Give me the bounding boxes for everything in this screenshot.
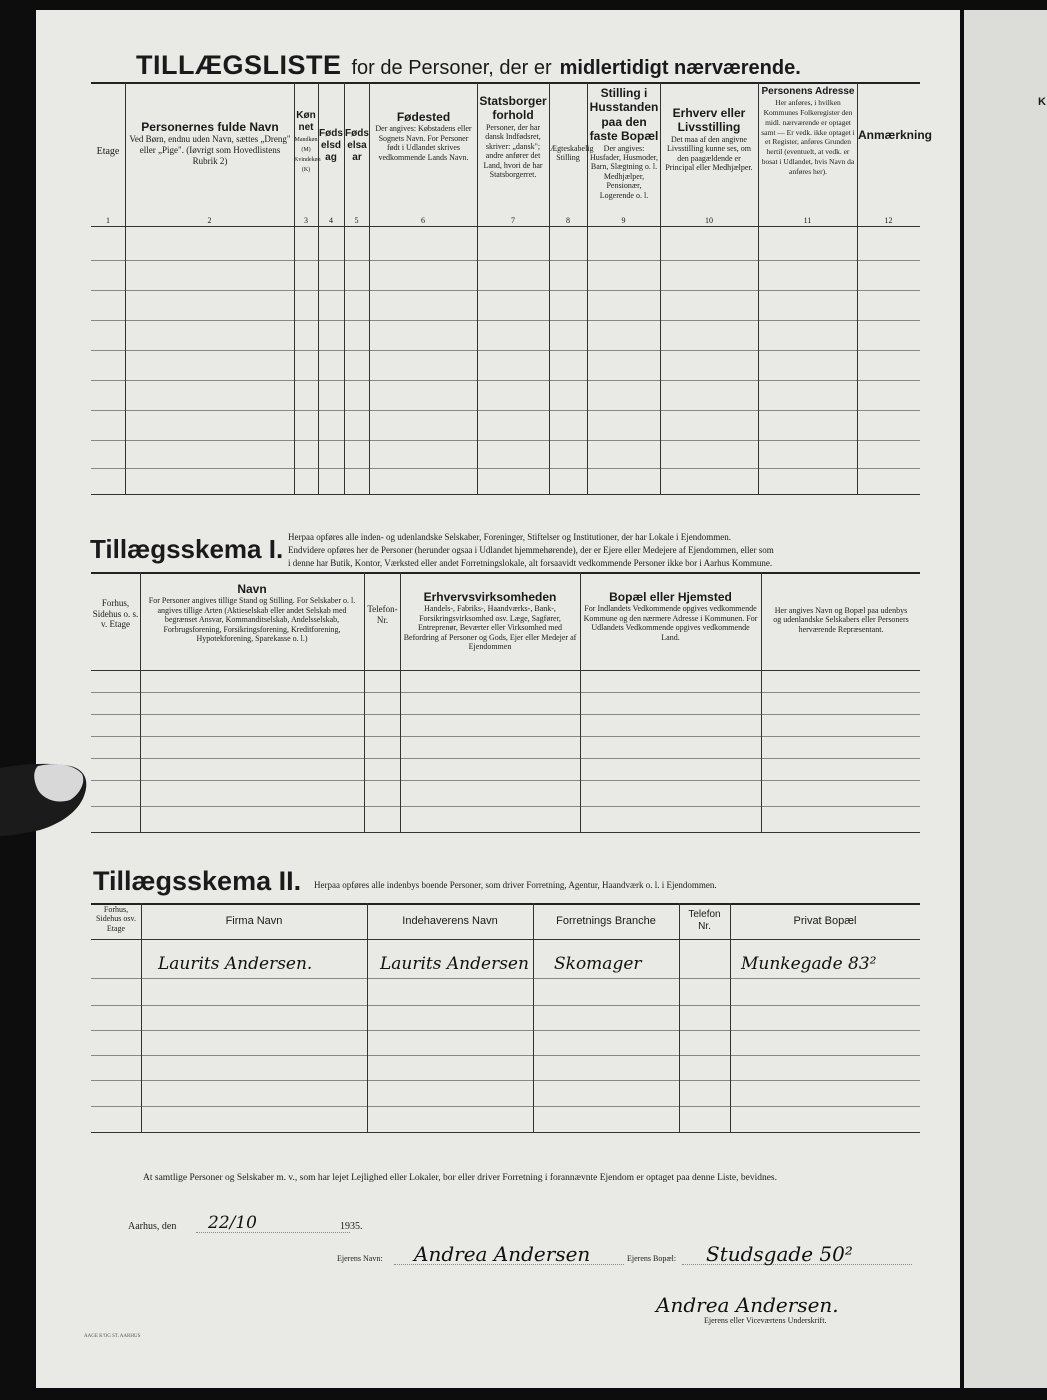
skema2-desc: Herpaa opføres alle indenbys boende Personer, som driver Forretning, Agentur, Haandværk o. l. i Ejendommen.: [314, 880, 717, 890]
col-header-erhverv: Erhverv eller Livsstilling Det maa af den angivne Livsstilling kunne ses, om den paagældende er Principal eller Medhjælper.: [665, 106, 753, 173]
handwritten-firma: Laurits Andersen.: [158, 954, 313, 974]
signature-label: Ejerens eller Viceværtens Underskrift.: [704, 1316, 827, 1325]
col-line: [533, 903, 534, 1132]
col-line: [477, 82, 478, 494]
table-border: [91, 903, 920, 905]
col-number: 11: [803, 216, 812, 225]
col-header-anmaerkning: Anmærkning: [858, 128, 933, 142]
col-number: 12: [884, 216, 893, 225]
col-number: 8: [566, 216, 570, 225]
table-border: [91, 1132, 920, 1133]
skema2-title: Tillægsskema II.: [93, 866, 302, 896]
skema1-col-repraesentant: Her angives Navn og Bopæl paa udenbys og udenlandske Selskabers eller Personers herværende Repræsentant.: [773, 606, 909, 634]
handwritten-date: 22/10: [208, 1213, 257, 1233]
table-border: [91, 494, 920, 495]
row-line: [91, 1005, 920, 1006]
footer-place: Aarhus, den: [128, 1221, 177, 1232]
col-header-stilling: Stilling i Husstanden paa den faste Bopæl Der angives: Husfader, Husmoder, Barn, Slægtning o. l. Medhjælper, Pensionær, Logerende o. l.: [589, 86, 659, 200]
col-line: [660, 82, 661, 494]
page-title: [136, 50, 956, 81]
row-line: [91, 350, 920, 351]
form-page: [36, 10, 960, 1388]
table-border: [91, 82, 920, 84]
col-header-foedested: Fødested Der angives: Købstadens eller Sognets Navn. For Personer født i Udlandet skrives vedkommende Lands Navn.: [375, 110, 472, 162]
col-number: 3: [304, 216, 308, 225]
skema1-col-etage: Forhus, Sidehus o. s. v. Etage: [92, 598, 139, 630]
col-line: [679, 903, 680, 1132]
row-line: [91, 468, 920, 469]
skema1-col-navn: Navn For Personer angives tillige Stand og Stilling. For Selskaber o. l. angives tillige Arten (Aktieselskab eller andet Selskab med begrænset Ansvar, Kommanditselskab, Andelsselskab, Forbrugsforening, Forsikringsforening, Kreditforening, Hypotekforening, Sparekasse o. l.): [148, 582, 356, 644]
col-number: 10: [705, 216, 713, 225]
col-line: [400, 572, 401, 832]
skema2-col-indehaver: Indehaverens Navn: [402, 915, 498, 927]
skema1-col-bopael: Bopæl eller Hjemsted For Indlandets Vedkommende opgives vedkommende Kommune og den nærmere Adresse i Kommunen. For Udlandets Vedkommende opgives vedkommende Land.: [583, 590, 758, 642]
col-header-koennet: Kønnet Mandkøn (M) Kvindekøn (K): [294, 110, 321, 174]
title-main: TILLÆGSLISTE: [136, 50, 342, 80]
row-line: [91, 780, 920, 781]
col-number: 7: [511, 216, 515, 225]
col-number: 9: [621, 216, 626, 225]
col-header-adresse: Personens Adresse Her anføres, i hvilken Kommunes Folkeregister den midl. nærværende er optaget samt — Er vedk. ikke optaget i et Register, anføres Grunden hertil (eventuelt, at vedk. er bosat i Udlandet, hvis Navn da anføres her).: [761, 86, 855, 176]
col-line: [761, 572, 762, 832]
adjacent-page: [964, 10, 1047, 1388]
row-line: [91, 1106, 920, 1107]
col-line: [580, 572, 581, 832]
col-number: 6: [421, 216, 425, 225]
skema2-col-etage: Forhus, Sidehus osv. Etage: [96, 905, 136, 933]
col-header-aegteskab: Ægteskabelig Stilling: [550, 144, 594, 163]
skema1-desc-line3: i denne har Butik, Kontor, Værksted eller andet Forretningslokale, alt forsaavidt vedkommende Personer ikke bor i Aarhus Kommune.: [288, 558, 773, 568]
skema1-title: Tillægsskema I.: [90, 534, 284, 564]
owner-address-label: Ejerens Bopæl:: [627, 1254, 677, 1263]
skema2-col-branche: Forretnings Branche: [556, 915, 656, 927]
printer-mark: AAGE K'OG ST. AARHUS: [84, 1334, 141, 1339]
skema2-col-firma: Firma Navn: [225, 915, 283, 927]
skema1-desc-line2: Endvidere opføres her de Personer (herunder ogsaa i Udlandet hjemmehørende), der er Ejere eller Medejere af Ejendommen, eller som: [288, 545, 774, 555]
skema2-col-bopael: Privat Bopæl: [793, 915, 857, 927]
table-border: [91, 226, 920, 227]
handwritten-owner-address: Studsgade 50²: [706, 1242, 853, 1266]
handwritten-bopael: Munkegade 83²: [741, 954, 877, 974]
col-number: 5: [354, 216, 359, 225]
row-line: [91, 978, 920, 979]
handwritten-branche: Skomager: [554, 954, 642, 974]
col-line: [140, 572, 141, 832]
col-line: [364, 572, 365, 832]
footer-statement: At samtlige Personer og Selskaber m. v., som har lejet Lejlighed eller Lokaler, bor eller driver Forretning i forannævnte Ejendom er optaget paa denne Liste, bevidnes.: [143, 1173, 777, 1183]
handwritten-signature: Andrea Andersen.: [656, 1293, 839, 1317]
handwritten-indehaver: Laurits Andersen: [380, 954, 529, 974]
skema1-col-erhverv: Erhvervsvirksomheden Handels-, Fabriks-, Haandværks-, Bank-, Forsikringsvirksomhed osv. Læge, Sagfører, Entreprenør, Beværter eller Virksomhed med Befordring af Personer og Gods, Ejer eller Medejer af Ejendommen: [403, 590, 577, 652]
row-line: [91, 320, 920, 321]
skema1-desc-line1: Herpaa opføres alle inden- og udenlandske Selskaber, Foreninger, Stiftelser og Institutioner, der har Lokale i Ejendommen.: [288, 532, 732, 542]
col-number: 1: [106, 216, 110, 225]
row-line: [91, 714, 920, 715]
table-border: [91, 832, 920, 833]
row-line: [91, 380, 920, 381]
row-line: [91, 410, 920, 411]
col-header-foedselsdag: Fødselsdag: [319, 128, 343, 163]
row-line: [91, 440, 920, 441]
skema1-col-telefon: Telefon-Nr.: [367, 604, 398, 625]
skema2-col-telefon: Telefon Nr.: [688, 909, 721, 932]
col-line: [141, 903, 142, 1132]
row-line: [91, 260, 920, 261]
col-line: [125, 82, 126, 494]
col-line: [367, 903, 368, 1132]
col-line: [857, 82, 858, 494]
col-header-navn: Personernes fulde Navn Ved Børn, endnu uden Navn, sættes „Dreng" eller „Pige". (Iøvrigt som Hovedlistens Rubrik 2): [129, 120, 291, 166]
adjacent-page-letter: K: [1038, 96, 1046, 108]
col-line: [730, 903, 731, 1132]
row-line: [91, 1030, 920, 1031]
row-line: [91, 692, 920, 693]
title-rest: for de Personer, der er: [351, 57, 552, 79]
col-line: [758, 82, 759, 494]
col-header-statsborger: Statsborgerforhold Personer, der har dansk Indfødsret, skriver: „dansk"; andre anfører det Land, hvori de har Statsborgerret.: [479, 94, 547, 179]
col-number: 4: [329, 216, 333, 225]
row-line: [91, 1080, 920, 1081]
owner-name-label: Ejerens Navn:: [337, 1254, 383, 1263]
row-line: [91, 290, 920, 291]
row-line: [91, 736, 920, 737]
table-border: [91, 939, 920, 940]
row-line: [91, 1055, 920, 1056]
row-line: [91, 758, 920, 759]
row-line: [91, 806, 920, 807]
title-bold: midlertidigt nærværende.: [559, 57, 801, 79]
footer-year: 1935.: [340, 1221, 363, 1232]
col-header-foedselsaar: Fødselsaar: [345, 128, 369, 163]
table-border: [91, 572, 920, 574]
table-border: [91, 670, 920, 671]
handwritten-owner-name: Andrea Andersen: [414, 1242, 591, 1266]
col-line: [369, 82, 370, 494]
col-number: 2: [207, 216, 212, 225]
thumb-glove-image: [0, 760, 90, 840]
col-header-etage: Etage: [96, 146, 120, 157]
